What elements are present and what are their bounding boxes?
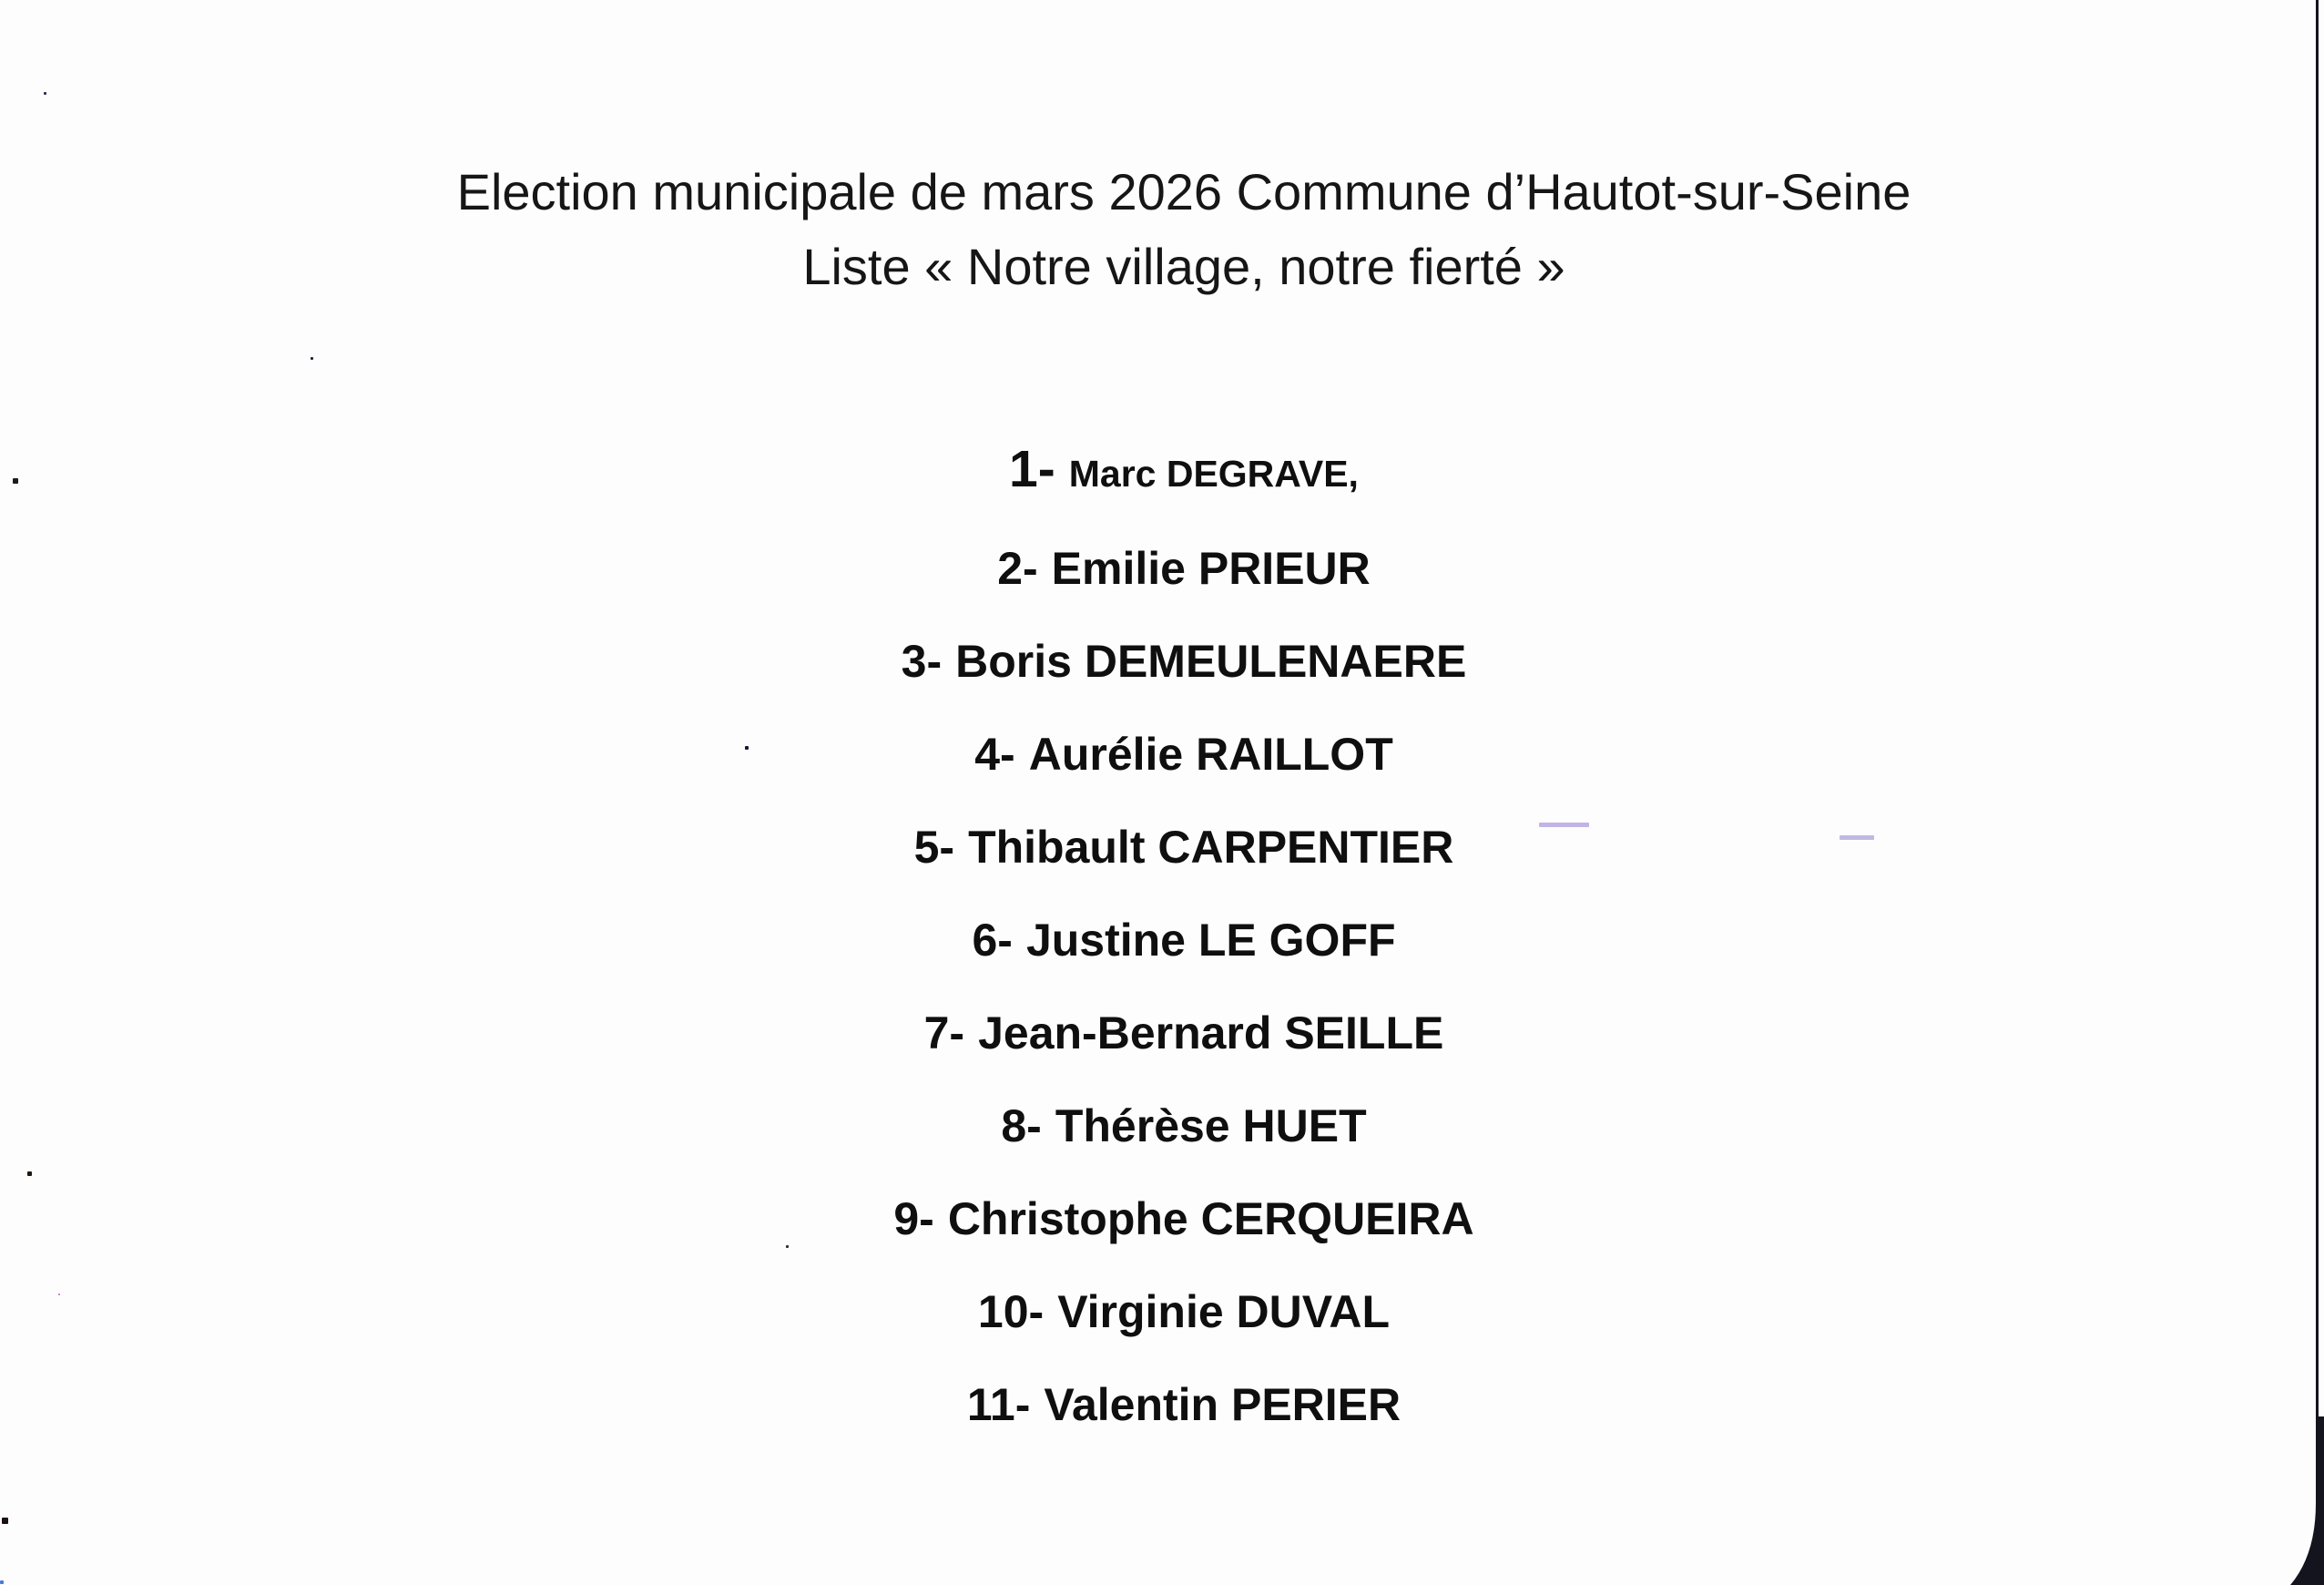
candidate-name: Jean-Bernard SEILLE: [978, 1007, 1444, 1058]
scan-speck: [311, 357, 313, 360]
candidate-row: [44, 801, 2324, 894]
candidate-number: 6-: [972, 915, 1013, 966]
scan-speck: [786, 1245, 789, 1248]
candidate-row: [44, 1265, 2324, 1358]
candidate-number: 11-: [966, 1379, 1031, 1430]
scan-speck: [44, 92, 46, 95]
candidate-name: Justine LE GOFF: [1025, 915, 1396, 966]
candidate-number: 7-: [923, 1007, 965, 1058]
page-corner-shadow: [2277, 1416, 2324, 1585]
candidate-row: [44, 1079, 2324, 1172]
candidate-number: 9-: [893, 1193, 934, 1244]
candidate-row: [44, 1172, 2324, 1265]
candidate-name: Thérèse HUET: [1055, 1100, 1367, 1151]
title-line-1: Election municipale de mars 2026 Commune d’Hautot-sur-Seine: [456, 163, 1911, 220]
candidate-number: 2-: [997, 543, 1038, 594]
scan-speck: [27, 1171, 32, 1176]
title-line-2: Liste « Notre village, notre fierté »: [802, 238, 1565, 295]
candidate-name: Marc DEGRAVE,: [1068, 453, 1359, 495]
scan-speck: [58, 1294, 60, 1295]
candidate-name: Valentin PERIER: [1044, 1379, 1402, 1430]
ballot-title: [0, 155, 2324, 304]
candidate-number: 8-: [1001, 1100, 1042, 1151]
candidate-row: [44, 894, 2324, 987]
candidate-number: 5-: [913, 822, 955, 873]
candidate-row: [44, 987, 2324, 1079]
scan-speck: [2, 1518, 8, 1524]
candidate-number: 1-: [1009, 440, 1055, 498]
candidate-name: Thibault CARPENTIER: [968, 822, 1454, 873]
candidate-number: 3-: [901, 636, 943, 687]
candidate-name: Emilie PRIEUR: [1051, 543, 1371, 594]
scan-speck: [1840, 835, 1874, 840]
candidate-number: 10-: [977, 1286, 1045, 1337]
candidate-number: 4-: [974, 729, 1015, 780]
candidate-name: Christophe CERQUEIRA: [947, 1193, 1474, 1244]
candidate-row: [44, 615, 2324, 708]
candidate-list: [0, 423, 2324, 1451]
scan-speck: [1539, 823, 1589, 827]
candidate-row: [44, 423, 2324, 516]
candidate-row: [44, 708, 2324, 801]
scan-speck: [745, 746, 749, 750]
candidate-row: [44, 522, 2324, 615]
scan-speck: [13, 478, 18, 484]
candidate-name: Boris DEMEULENAERE: [955, 636, 1467, 687]
scan-edge-shadow: [2316, 0, 2319, 1585]
candidate-row: [44, 1358, 2324, 1451]
candidate-name: Aurélie RAILLOT: [1028, 729, 1393, 780]
candidate-name: Virginie DUVAL: [1057, 1286, 1391, 1337]
scan-speck: [0, 1580, 4, 1584]
